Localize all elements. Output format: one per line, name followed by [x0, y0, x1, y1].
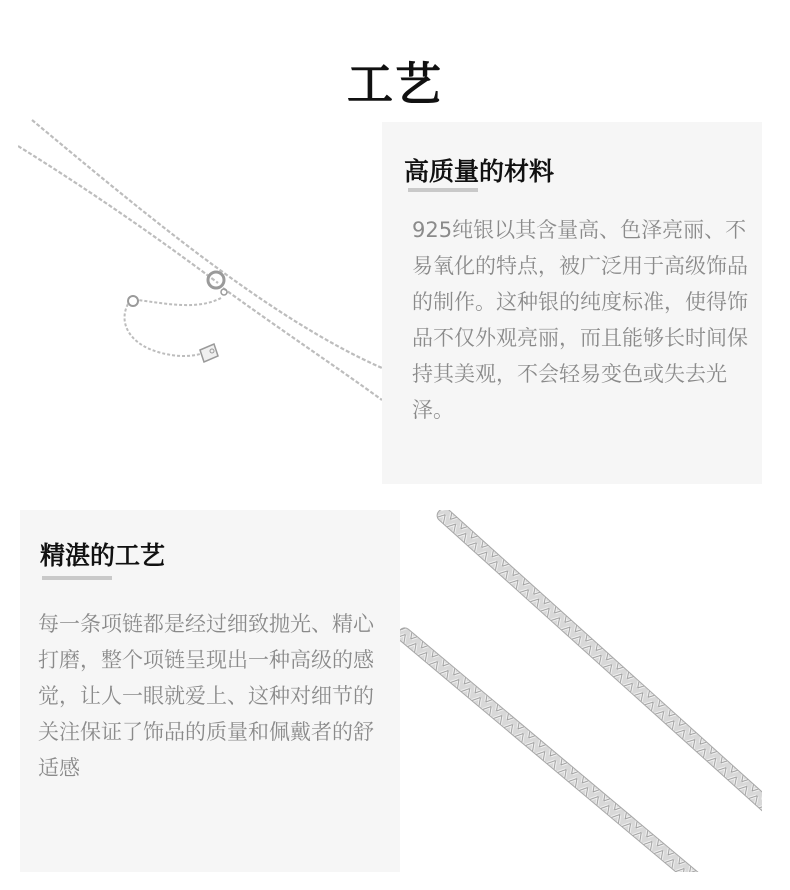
material-description: 925纯银以其含量高、色泽亮丽、不易氧化的特点，被广泛用于高级饰品的制作。这种银的纯度标准，使得饰品不仅外观亮丽，而且能够长时间保持其美观，不会轻易变色或失去光泽。: [412, 218, 748, 422]
craft-heading-underline: [42, 576, 112, 580]
material-heading-underline: [408, 188, 478, 192]
craft-description: 每一条项链都是经过细致抛光、精心打磨，整个项链呈现出一种高级的感觉，让人一眼就爱上、这种对细节的关注保证了饰品的质量和佩戴者的舒适感: [38, 612, 374, 780]
wheat-chain-closeup-photo: [400, 510, 762, 872]
necklace-clasp-photo: [18, 118, 382, 458]
material-heading: 高质量的材料: [404, 157, 555, 186]
craft-heading: 精湛的工艺: [40, 541, 166, 570]
page-title: 工艺: [347, 57, 443, 111]
craft-panel: [20, 510, 400, 872]
material-panel: [382, 122, 762, 484]
